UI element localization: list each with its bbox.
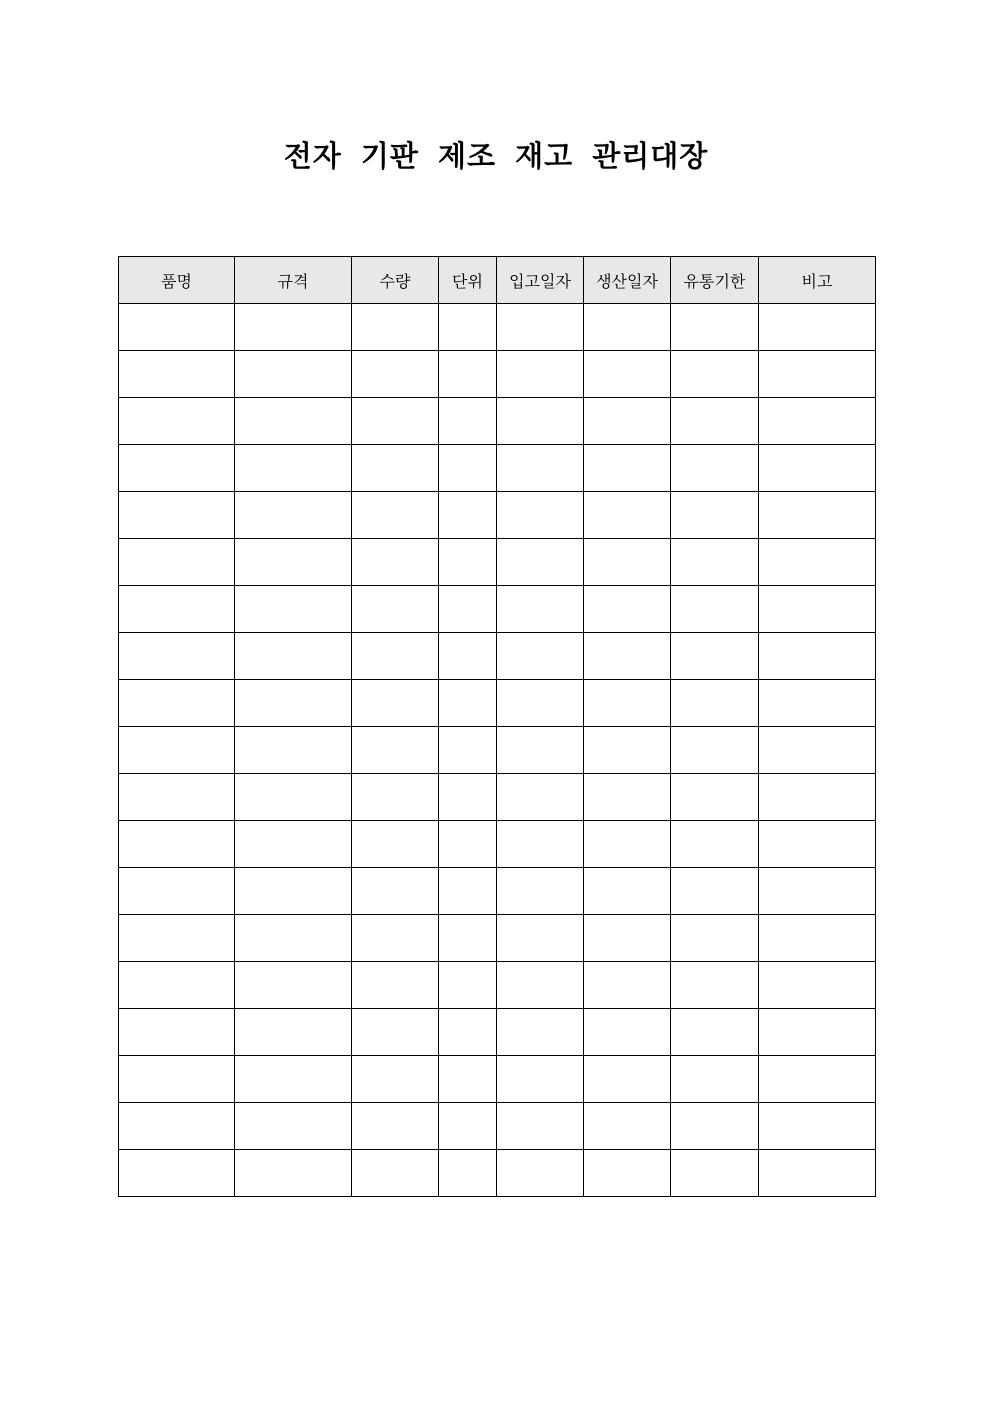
- table-cell-item-name[interactable]: [119, 727, 235, 774]
- table-cell-unit[interactable]: [439, 539, 497, 586]
- table-cell-item-name[interactable]: [119, 398, 235, 445]
- table-cell-remarks[interactable]: [759, 774, 876, 821]
- table-cell-production-date[interactable]: [584, 962, 671, 1009]
- table-cell-quantity[interactable]: [352, 351, 439, 398]
- table-cell-expiration-date[interactable]: [671, 351, 759, 398]
- table-cell-unit[interactable]: [439, 586, 497, 633]
- table-cell-expiration-date[interactable]: [671, 398, 759, 445]
- table-cell-unit[interactable]: [439, 492, 497, 539]
- table-cell-remarks[interactable]: [759, 445, 876, 492]
- table-cell-item-name[interactable]: [119, 915, 235, 962]
- table-cell-specification[interactable]: [235, 821, 352, 868]
- table-cell-receipt-date[interactable]: [497, 1103, 584, 1150]
- table-cell-receipt-date[interactable]: [497, 633, 584, 680]
- table-cell-expiration-date[interactable]: [671, 962, 759, 1009]
- table-cell-specification[interactable]: [235, 351, 352, 398]
- table-cell-unit[interactable]: [439, 680, 497, 727]
- table-cell-production-date[interactable]: [584, 1009, 671, 1056]
- column-header-unit: 단위: [439, 257, 497, 304]
- table-cell-quantity[interactable]: [352, 1056, 439, 1103]
- table-cell-production-date[interactable]: [584, 868, 671, 915]
- table-cell-quantity[interactable]: [352, 586, 439, 633]
- table-cell-remarks[interactable]: [759, 492, 876, 539]
- table-cell-unit[interactable]: [439, 962, 497, 1009]
- table-cell-remarks[interactable]: [759, 727, 876, 774]
- table-cell-production-date[interactable]: [584, 304, 671, 351]
- table-cell-expiration-date[interactable]: [671, 1103, 759, 1150]
- table-cell-quantity[interactable]: [352, 492, 439, 539]
- table-row: [119, 1056, 876, 1103]
- table-cell-receipt-date[interactable]: [497, 680, 584, 727]
- table-cell-remarks[interactable]: [759, 304, 876, 351]
- table-cell-unit[interactable]: [439, 1103, 497, 1150]
- table-cell-quantity[interactable]: [352, 680, 439, 727]
- table-row: [119, 821, 876, 868]
- table-cell-quantity[interactable]: [352, 398, 439, 445]
- table-cell-item-name[interactable]: [119, 351, 235, 398]
- table-row: [119, 492, 876, 539]
- table-cell-quantity[interactable]: [352, 915, 439, 962]
- table-cell-remarks[interactable]: [759, 351, 876, 398]
- table-cell-specification[interactable]: [235, 539, 352, 586]
- table-cell-expiration-date[interactable]: [671, 445, 759, 492]
- table-row: [119, 1009, 876, 1056]
- table-cell-expiration-date[interactable]: [671, 539, 759, 586]
- table-cell-expiration-date[interactable]: [671, 1009, 759, 1056]
- table-cell-remarks[interactable]: [759, 1103, 876, 1150]
- table-cell-receipt-date[interactable]: [497, 351, 584, 398]
- table-cell-quantity[interactable]: [352, 1009, 439, 1056]
- table-cell-specification[interactable]: [235, 727, 352, 774]
- table-cell-receipt-date[interactable]: [497, 398, 584, 445]
- table-cell-receipt-date[interactable]: [497, 492, 584, 539]
- column-header-receipt-date: 입고일자: [497, 257, 584, 304]
- table-cell-quantity[interactable]: [352, 1103, 439, 1150]
- table-cell-receipt-date[interactable]: [497, 868, 584, 915]
- table-cell-remarks[interactable]: [759, 821, 876, 868]
- table-cell-expiration-date[interactable]: [671, 586, 759, 633]
- table-cell-remarks[interactable]: [759, 539, 876, 586]
- table-cell-production-date[interactable]: [584, 398, 671, 445]
- table-cell-unit[interactable]: [439, 727, 497, 774]
- table-cell-unit[interactable]: [439, 1150, 497, 1197]
- table-row: [119, 962, 876, 1009]
- table-cell-specification[interactable]: [235, 1009, 352, 1056]
- table-cell-receipt-date[interactable]: [497, 539, 584, 586]
- column-header-expiration-date: 유통기한: [671, 257, 759, 304]
- table-cell-expiration-date[interactable]: [671, 1056, 759, 1103]
- table-row: [119, 680, 876, 727]
- table-cell-receipt-date[interactable]: [497, 304, 584, 351]
- table-cell-production-date[interactable]: [584, 680, 671, 727]
- table-cell-specification[interactable]: [235, 445, 352, 492]
- table-cell-production-date[interactable]: [584, 586, 671, 633]
- table-cell-remarks[interactable]: [759, 1056, 876, 1103]
- table-cell-remarks[interactable]: [759, 586, 876, 633]
- table-cell-receipt-date[interactable]: [497, 774, 584, 821]
- table-cell-production-date[interactable]: [584, 915, 671, 962]
- table-cell-expiration-date[interactable]: [671, 868, 759, 915]
- table-cell-specification[interactable]: [235, 868, 352, 915]
- table-cell-receipt-date[interactable]: [497, 1150, 584, 1197]
- table-cell-unit[interactable]: [439, 1009, 497, 1056]
- table-cell-unit[interactable]: [439, 304, 497, 351]
- table-cell-remarks[interactable]: [759, 962, 876, 1009]
- document-title: 전자 기판 제조 재고 관리대장: [283, 139, 709, 173]
- inventory-ledger-table: [118, 256, 876, 1197]
- table-cell-remarks[interactable]: [759, 1009, 876, 1056]
- table-cell-quantity[interactable]: [352, 868, 439, 915]
- table-cell-specification[interactable]: [235, 633, 352, 680]
- table-cell-item-name[interactable]: [119, 1009, 235, 1056]
- table-cell-specification[interactable]: [235, 398, 352, 445]
- table-body: [119, 304, 876, 1197]
- table-cell-specification[interactable]: [235, 304, 352, 351]
- table-row: [119, 915, 876, 962]
- table-cell-quantity[interactable]: [352, 821, 439, 868]
- table-cell-quantity[interactable]: [352, 539, 439, 586]
- table-cell-item-name[interactable]: [119, 586, 235, 633]
- table-cell-item-name[interactable]: [119, 962, 235, 1009]
- table-cell-expiration-date[interactable]: [671, 821, 759, 868]
- table-row: [119, 351, 876, 398]
- table-cell-receipt-date[interactable]: [497, 727, 584, 774]
- table-cell-item-name[interactable]: [119, 1056, 235, 1103]
- table-cell-unit[interactable]: [439, 915, 497, 962]
- table-cell-receipt-date[interactable]: [497, 1009, 584, 1056]
- table-cell-quantity[interactable]: [352, 727, 439, 774]
- table-cell-remarks[interactable]: [759, 1150, 876, 1197]
- table-cell-production-date[interactable]: [584, 1056, 671, 1103]
- table-cell-item-name[interactable]: [119, 539, 235, 586]
- table-cell-quantity[interactable]: [352, 962, 439, 1009]
- table-cell-receipt-date[interactable]: [497, 445, 584, 492]
- table-cell-quantity[interactable]: [352, 445, 439, 492]
- table-cell-unit[interactable]: [439, 398, 497, 445]
- table-cell-production-date[interactable]: [584, 727, 671, 774]
- column-header-specification: 규격: [235, 257, 352, 304]
- table-cell-unit[interactable]: [439, 821, 497, 868]
- table-cell-specification[interactable]: [235, 1103, 352, 1150]
- table-cell-production-date[interactable]: [584, 539, 671, 586]
- table-cell-receipt-date[interactable]: [497, 821, 584, 868]
- table-row: [119, 1103, 876, 1150]
- table-row: [119, 774, 876, 821]
- table-cell-item-name[interactable]: [119, 1103, 235, 1150]
- column-header-item-name: 품명: [119, 257, 235, 304]
- table-cell-production-date[interactable]: [584, 774, 671, 821]
- table-cell-unit[interactable]: [439, 445, 497, 492]
- table-cell-expiration-date[interactable]: [671, 304, 759, 351]
- table-cell-item-name[interactable]: [119, 821, 235, 868]
- table-cell-production-date[interactable]: [584, 633, 671, 680]
- table-row: [119, 1150, 876, 1197]
- table-row: [119, 868, 876, 915]
- table-cell-expiration-date[interactable]: [671, 680, 759, 727]
- table-cell-production-date[interactable]: [584, 821, 671, 868]
- table-cell-item-name[interactable]: [119, 1150, 235, 1197]
- table-row: [119, 727, 876, 774]
- table-cell-specification[interactable]: [235, 774, 352, 821]
- table-cell-remarks[interactable]: [759, 915, 876, 962]
- table-cell-item-name[interactable]: [119, 492, 235, 539]
- table-cell-unit[interactable]: [439, 351, 497, 398]
- table-cell-quantity[interactable]: [352, 304, 439, 351]
- table-cell-item-name[interactable]: [119, 680, 235, 727]
- table-row: [119, 539, 876, 586]
- table-cell-expiration-date[interactable]: [671, 633, 759, 680]
- table-cell-remarks[interactable]: [759, 680, 876, 727]
- table-cell-specification[interactable]: [235, 962, 352, 1009]
- table-cell-receipt-date[interactable]: [497, 962, 584, 1009]
- table-cell-expiration-date[interactable]: [671, 727, 759, 774]
- table-cell-unit[interactable]: [439, 774, 497, 821]
- table-cell-expiration-date[interactable]: [671, 915, 759, 962]
- column-header-production-date: 생산일자: [584, 257, 671, 304]
- column-header-remarks: 비고: [759, 257, 876, 304]
- table-row: [119, 633, 876, 680]
- table-cell-item-name[interactable]: [119, 445, 235, 492]
- table-cell-production-date[interactable]: [584, 1103, 671, 1150]
- table-cell-quantity[interactable]: [352, 633, 439, 680]
- table-row: [119, 398, 876, 445]
- table-cell-item-name[interactable]: [119, 774, 235, 821]
- table-cell-remarks[interactable]: [759, 868, 876, 915]
- table-cell-unit[interactable]: [439, 868, 497, 915]
- table-cell-expiration-date[interactable]: [671, 774, 759, 821]
- table-cell-production-date[interactable]: [584, 351, 671, 398]
- table-cell-production-date[interactable]: [584, 445, 671, 492]
- table-cell-receipt-date[interactable]: [497, 915, 584, 962]
- table-cell-specification[interactable]: [235, 492, 352, 539]
- table-cell-specification[interactable]: [235, 1150, 352, 1197]
- table-cell-specification[interactable]: [235, 680, 352, 727]
- table-row: [119, 304, 876, 351]
- column-header-quantity: 수량: [352, 257, 439, 304]
- table-header-row: [119, 257, 876, 304]
- table-cell-expiration-date[interactable]: [671, 1150, 759, 1197]
- table-cell-unit[interactable]: [439, 1056, 497, 1103]
- table-cell-expiration-date[interactable]: [671, 492, 759, 539]
- table-cell-specification[interactable]: [235, 1056, 352, 1103]
- table-cell-remarks[interactable]: [759, 398, 876, 445]
- table-cell-specification[interactable]: [235, 915, 352, 962]
- table-cell-quantity[interactable]: [352, 774, 439, 821]
- table-cell-remarks[interactable]: [759, 633, 876, 680]
- table-cell-item-name[interactable]: [119, 633, 235, 680]
- table-cell-specification[interactable]: [235, 586, 352, 633]
- table-cell-unit[interactable]: [439, 633, 497, 680]
- table-cell-production-date[interactable]: [584, 1150, 671, 1197]
- table-cell-receipt-date[interactable]: [497, 1056, 584, 1103]
- table-cell-receipt-date[interactable]: [497, 586, 584, 633]
- table-cell-quantity[interactable]: [352, 1150, 439, 1197]
- table-cell-item-name[interactable]: [119, 868, 235, 915]
- table-cell-item-name[interactable]: [119, 304, 235, 351]
- table-row: [119, 586, 876, 633]
- table-row: [119, 445, 876, 492]
- table-cell-production-date[interactable]: [584, 492, 671, 539]
